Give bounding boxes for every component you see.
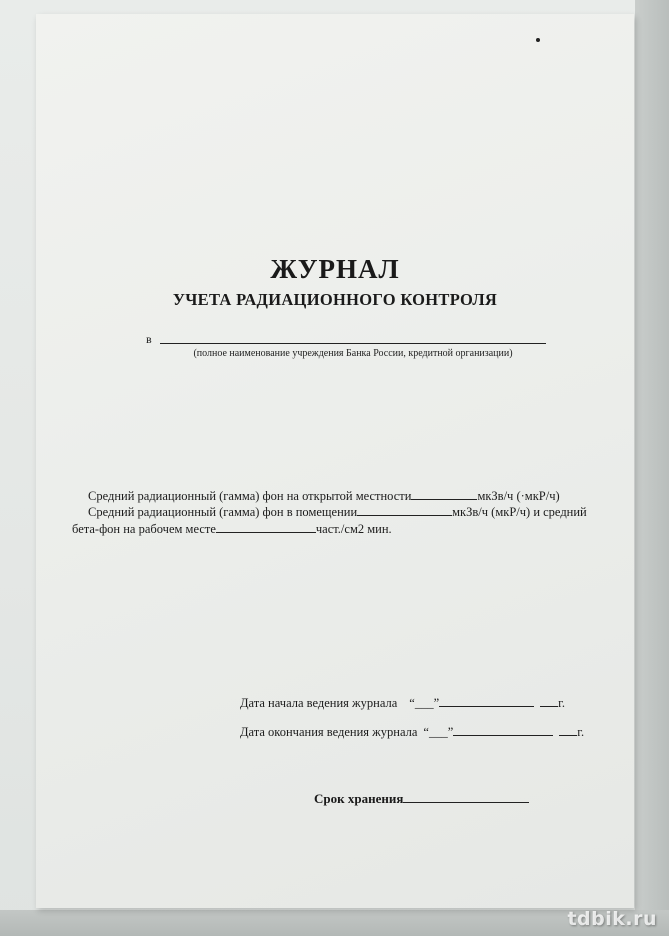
- end-month-blank: [453, 724, 553, 736]
- background-outdoor-line: [88, 488, 560, 504]
- background-indoor-line: [88, 504, 587, 520]
- outdoor-value-blank: [411, 488, 477, 500]
- beta-background-line: [72, 521, 392, 537]
- storage-label: Срок хранения: [314, 791, 404, 806]
- cover-subtitle: УЧЕТА РАДИАЦИОННОГО КОНТРОЛЯ: [172, 290, 498, 309]
- beta-label: бета-фон на рабочем месте: [72, 522, 216, 536]
- beta-unit: част./см2 мин.: [315, 522, 392, 536]
- indoor-value-blank: [357, 504, 452, 516]
- indoor-unit: мкЗв/ч (мкР/ч) и средний: [452, 505, 587, 519]
- start-month-blank: [439, 695, 534, 707]
- end-date-label: Дата окончания ведения журнала: [240, 725, 418, 739]
- outdoor-unit: мкЗв/ч (·мкР/ч): [477, 489, 560, 503]
- ink-dot: [536, 38, 540, 42]
- end-date-line: [240, 724, 584, 740]
- storage-period: [314, 790, 529, 807]
- start-date-line: [240, 695, 565, 711]
- journal-cover: [36, 14, 634, 908]
- institution-caption: (полное наименование учреждения Банка России, кредитной организации): [193, 348, 513, 359]
- end-day-quote: “___”: [423, 725, 454, 739]
- outdoor-label: Средний радиационный (гамма) фон на открытой местности: [88, 489, 412, 503]
- institution-field-line: [160, 343, 546, 344]
- start-year-blank: [540, 695, 558, 707]
- start-date-label: Дата начала ведения журнала: [240, 696, 398, 710]
- storage-blank: [403, 790, 529, 803]
- beta-value-blank: [216, 521, 316, 533]
- background-right: [635, 0, 669, 936]
- start-day-quote: “___”: [409, 696, 440, 710]
- cover-title: ЖУРНАЛ: [270, 254, 400, 284]
- indoor-label: Средний радиационный (гамма) фон в помещении: [88, 505, 358, 519]
- end-year-suffix: г.: [577, 725, 585, 739]
- end-year-blank: [559, 724, 577, 736]
- watermark: tdbik.ru: [567, 908, 657, 930]
- institution-prefix: в: [146, 332, 152, 346]
- start-year-suffix: г.: [558, 696, 565, 710]
